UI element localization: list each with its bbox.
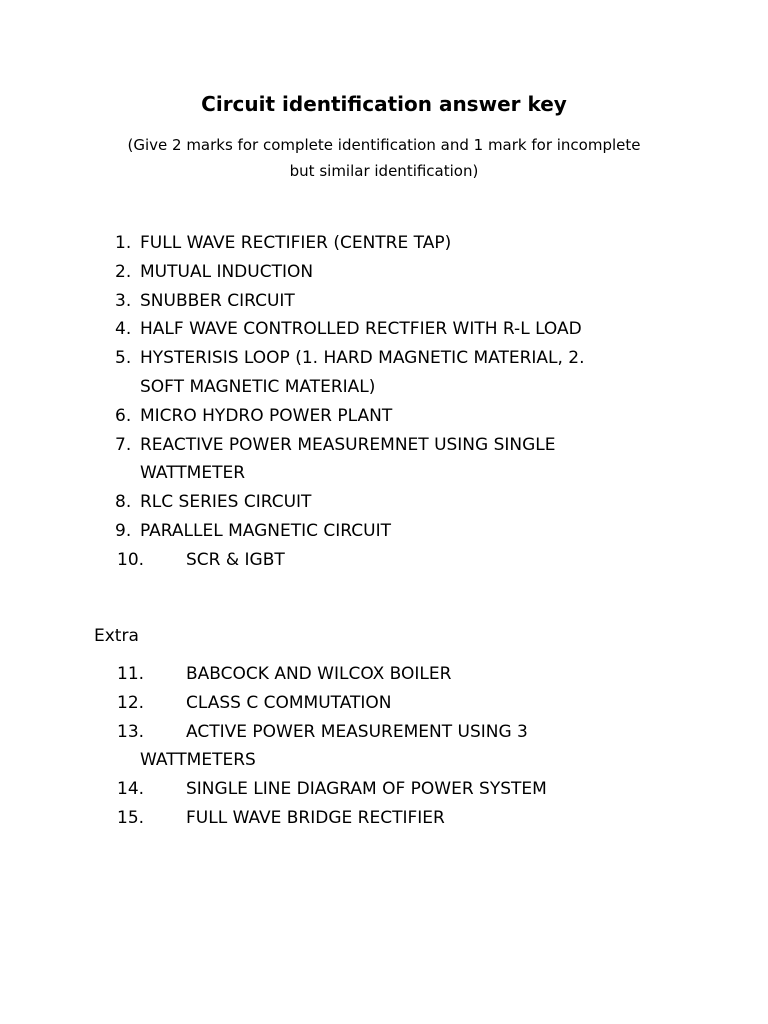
list-item-text: FULL WAVE BRIDGE RECTIFIER bbox=[186, 807, 445, 828]
list-item bbox=[0, 402, 700, 431]
list-item bbox=[0, 258, 700, 287]
list-item-text: HALF WAVE CONTROLLED RECTFIER WITH R-L LOAD bbox=[140, 319, 582, 340]
list-item-number: 1. bbox=[115, 233, 132, 253]
list-item-text: FULL WAVE RECTIFIER (CENTRE TAP) bbox=[140, 233, 452, 253]
subtitle-line-1: (Give 2 marks for complete identification and 1 mark for incomplete bbox=[127, 136, 641, 154]
list-item-number: 4. bbox=[115, 319, 132, 340]
list-item bbox=[0, 287, 700, 316]
list-item-number: 5. bbox=[115, 348, 132, 369]
list-item bbox=[0, 546, 700, 575]
list-item bbox=[0, 431, 700, 489]
list-item-text-continued: WATTMETERS bbox=[140, 750, 256, 771]
list-item-text: RLC SERIES CIRCUIT bbox=[140, 492, 312, 513]
list-item-text: BABCOCK AND WILCOX BOILER bbox=[186, 664, 452, 684]
list-item-text: SCR & IGBT bbox=[186, 549, 285, 570]
list-item-number: 8. bbox=[115, 492, 132, 513]
list-item-number: 14. bbox=[117, 779, 145, 800]
list-item-number: 2. bbox=[115, 261, 132, 282]
list-item-number: 13. bbox=[117, 721, 145, 742]
list-item-number: 10. bbox=[117, 549, 145, 570]
list-item bbox=[0, 775, 700, 804]
list-item-number: 12. bbox=[117, 692, 145, 713]
list-item bbox=[0, 517, 700, 546]
list-item-text: REACTIVE POWER MEASUREMNET USING SINGLE bbox=[140, 434, 556, 455]
list-item bbox=[0, 718, 700, 776]
extra-answer-list bbox=[0, 660, 700, 833]
list-item-number: 15. bbox=[117, 807, 145, 828]
list-item-text: SINGLE LINE DIAGRAM OF POWER SYSTEM bbox=[186, 779, 547, 800]
list-item-text: MUTUAL INDUCTION bbox=[140, 261, 314, 282]
list-item bbox=[0, 689, 700, 718]
list-item-number: 7. bbox=[115, 434, 132, 455]
list-item bbox=[0, 488, 700, 517]
list-item-text: SNUBBER CIRCUIT bbox=[140, 290, 295, 311]
list-item-text: PARALLEL MAGNETIC CIRCUIT bbox=[140, 520, 391, 541]
document-subtitle bbox=[84, 132, 684, 184]
list-item-text: CLASS C COMMUTATION bbox=[186, 692, 392, 713]
subtitle-line-2: but similar identification) bbox=[289, 162, 479, 180]
list-item bbox=[0, 344, 700, 402]
list-item bbox=[0, 804, 700, 833]
extra-label: Extra bbox=[94, 626, 139, 646]
list-item bbox=[0, 315, 700, 344]
list-item-text: HYSTERISIS LOOP (1. HARD MAGNETIC MATERIAL, 2. bbox=[140, 348, 585, 369]
document-title: Circuit identification answer key bbox=[201, 92, 567, 116]
list-item bbox=[0, 660, 700, 689]
list-item-number: 11. bbox=[117, 664, 145, 684]
list-item-text-continued: WATTMETER bbox=[140, 463, 246, 484]
list-item-text: MICRO HYDRO POWER PLANT bbox=[140, 405, 393, 426]
list-item-text-continued: SOFT MAGNETIC MATERIAL) bbox=[140, 376, 376, 397]
list-item-number: 3. bbox=[115, 290, 132, 311]
list-item-number: 9. bbox=[115, 520, 132, 541]
list-item bbox=[0, 229, 700, 258]
answer-list bbox=[0, 229, 700, 575]
list-item-text: ACTIVE POWER MEASUREMENT USING 3 bbox=[186, 721, 528, 742]
list-item-number: 6. bbox=[115, 405, 132, 426]
